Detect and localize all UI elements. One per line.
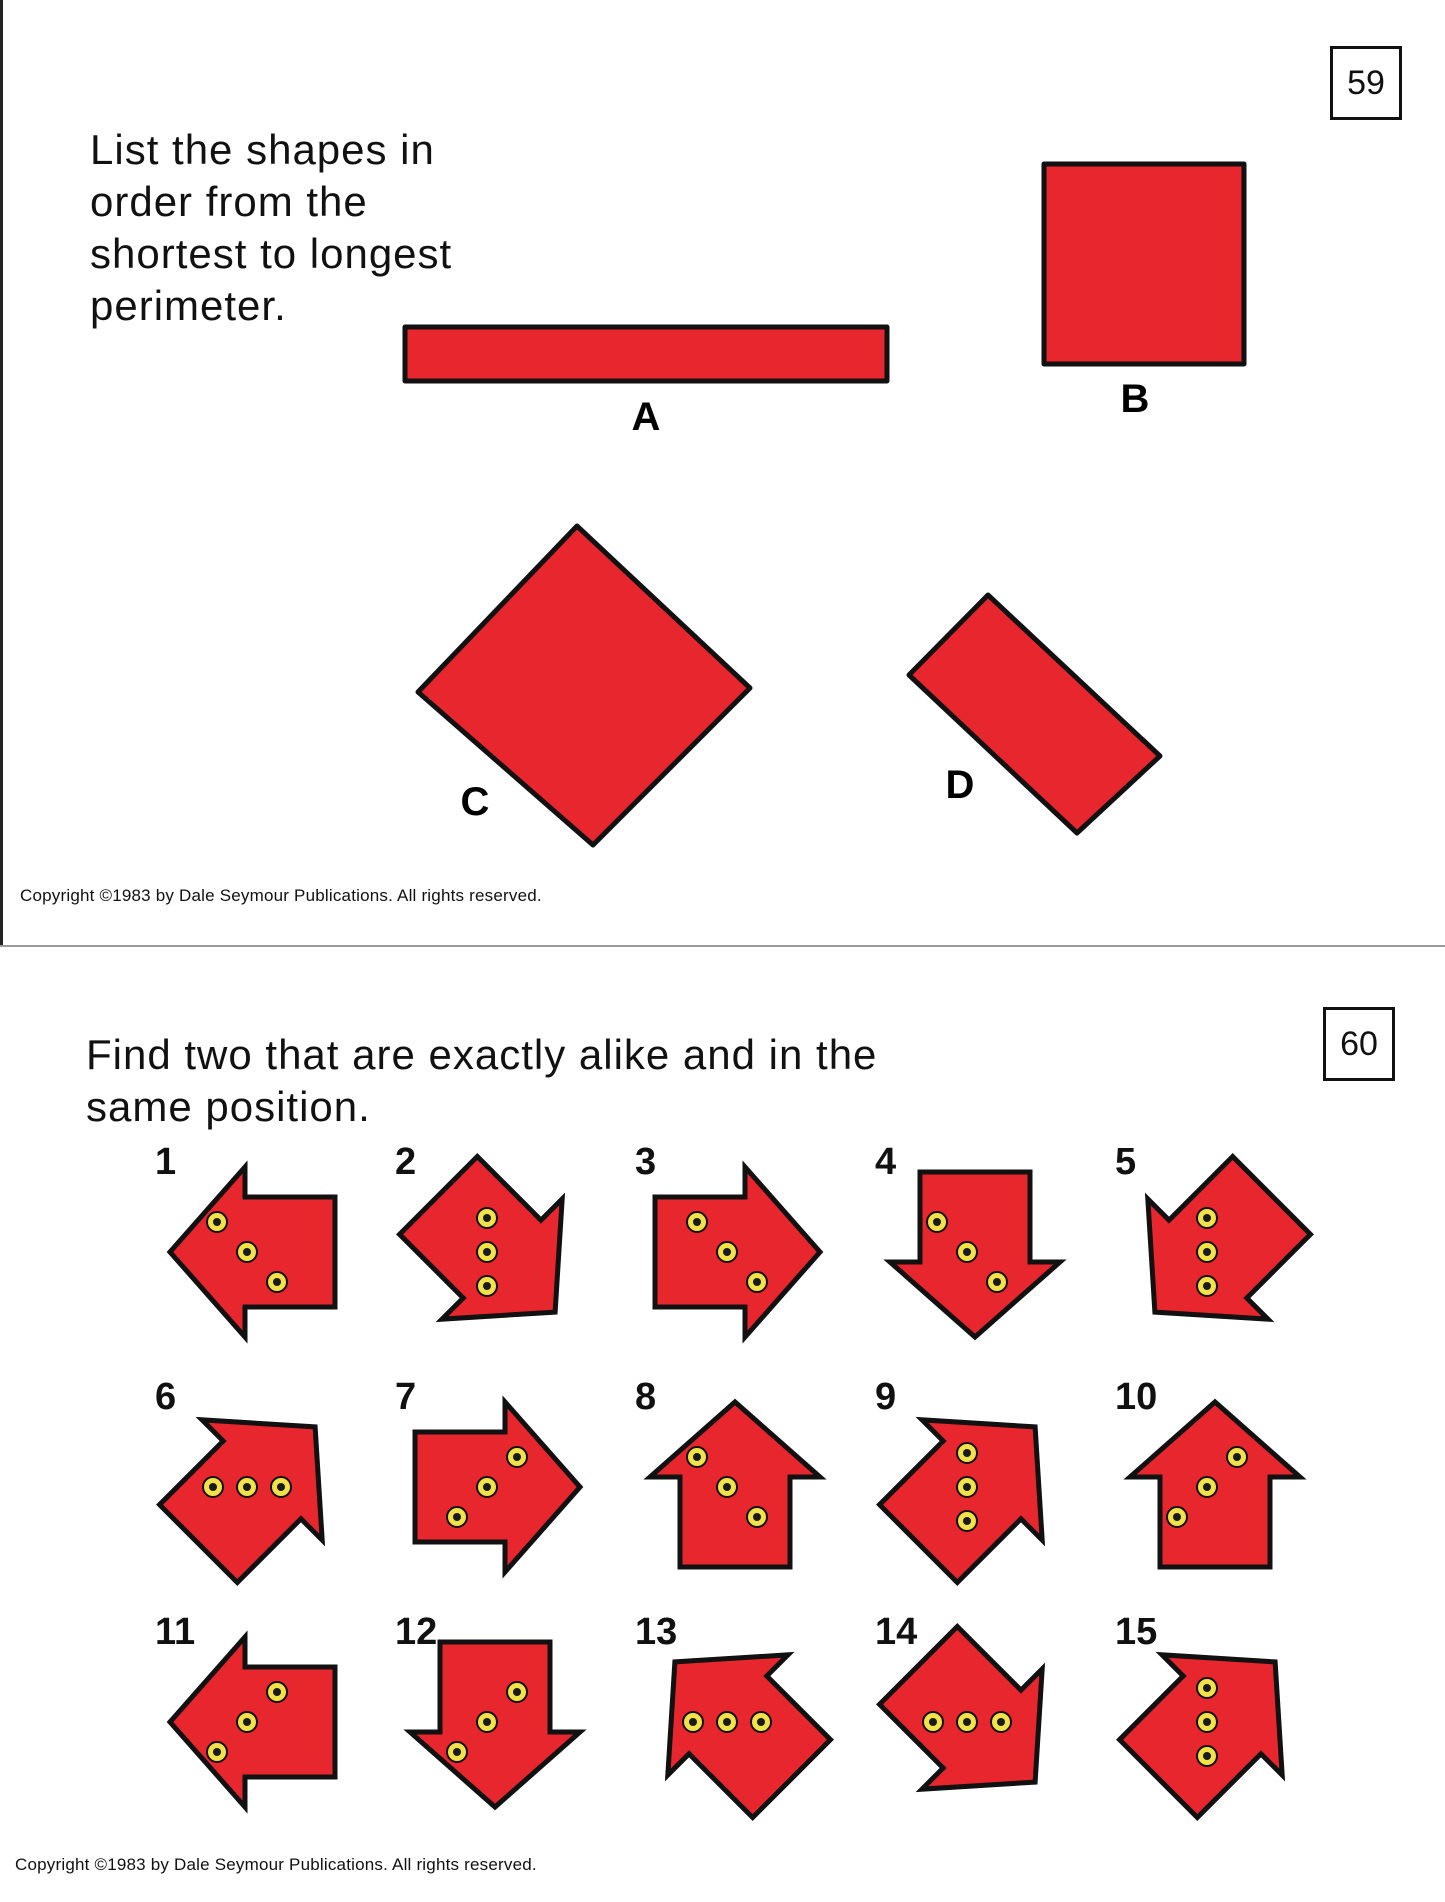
arrow-1: [155, 1141, 335, 1337]
arrow-2-dot-3-center: [483, 1282, 491, 1290]
arrow-13: [615, 1602, 852, 1839]
arrow-4-dot-2-center: [963, 1248, 971, 1256]
arrow-11-dot-1-center: [213, 1748, 221, 1756]
arrow-12-dot-2-center: [483, 1718, 491, 1726]
arrow-6-dot-3-center: [277, 1483, 285, 1491]
arrow-13-dot-3-center: [757, 1718, 765, 1726]
arrow-10-dot-3-center: [1233, 1453, 1241, 1461]
arrow-12-dot-1-center: [453, 1748, 461, 1756]
shape-c-label: C: [460, 780, 490, 824]
arrow-6-label: 6: [155, 1376, 177, 1418]
arrow-11-label: 11: [155, 1611, 196, 1653]
copyright-notice: Copyright ©1983 by Dale Seymour Publications. All rights reserved.: [20, 886, 542, 905]
arrow-2-dot-2-center: [483, 1248, 491, 1256]
arrow-3-dot-1-center: [693, 1218, 701, 1226]
arrow-4-dot-3-center: [993, 1278, 1001, 1286]
arrow-10-dot-2-center: [1203, 1483, 1211, 1491]
card-59: [0, 0, 1445, 945]
perimeter-shapes: [3, 0, 1445, 945]
arrow-4-dot-1-center: [933, 1218, 941, 1226]
arrow-4-label: 4: [875, 1141, 897, 1183]
arrow-3-label: 3: [635, 1141, 657, 1183]
arrow-7-dot-2-center: [483, 1483, 491, 1491]
arrow-14-dot-3-center: [997, 1718, 1005, 1726]
arrow-15-dot-3-center: [1203, 1752, 1211, 1760]
arrow-9-label: 9: [875, 1376, 897, 1418]
arrow-13-label: 13: [635, 1611, 678, 1653]
shape-d-label: D: [945, 763, 975, 807]
arrow-11: [155, 1611, 335, 1807]
arrow-1-dot-3-center: [273, 1278, 281, 1286]
arrow-3: [635, 1141, 820, 1337]
arrow-10-dot-1-center: [1173, 1513, 1181, 1521]
arrow-11-dot-2-center: [243, 1718, 251, 1726]
arrow-13-dot-1-center: [689, 1718, 697, 1726]
arrow-7-label: 7: [395, 1376, 417, 1418]
arrow-1-dot-2-center: [243, 1248, 251, 1256]
arrow-7-dot-1-center: [453, 1513, 461, 1521]
arrow-8-dot-3-center: [753, 1513, 761, 1521]
arrow-15-label: 15: [1115, 1611, 1158, 1653]
shape-a-long-rectangle: [405, 327, 887, 381]
card-number: 59: [1330, 46, 1402, 120]
arrow-8-dot-2-center: [723, 1483, 731, 1491]
arrow-grid: [0, 947, 1445, 1902]
arrow-8: [635, 1376, 820, 1567]
arrow-12-label: 12: [395, 1611, 438, 1653]
arrow-7-dot-3-center: [513, 1453, 521, 1461]
arrow-10: [1115, 1376, 1300, 1567]
copyright-notice: Copyright ©1983 by Dale Seymour Publications. All rights reserved.: [15, 1855, 537, 1874]
arrow-14-dot-1-center: [929, 1718, 937, 1726]
arrow-5: [1095, 1135, 1332, 1372]
arrow-1-dot-1-center: [213, 1218, 221, 1226]
arrow-6-dot-2-center: [243, 1483, 251, 1491]
arrow-4: [875, 1141, 1060, 1337]
arrow-1-label: 1: [155, 1141, 177, 1183]
card-60: [0, 945, 1445, 1902]
card-number: 60: [1323, 1007, 1395, 1081]
arrow-12-dot-3-center: [513, 1688, 521, 1696]
shape-b-square: [1044, 164, 1244, 364]
arrow-5-dot-2-center: [1203, 1248, 1211, 1256]
arrow-9-dot-3-center: [963, 1517, 971, 1525]
arrow-14: [858, 1605, 1095, 1842]
arrow-15-dot-2-center: [1203, 1718, 1211, 1726]
arrow-6-dot-1-center: [209, 1483, 217, 1491]
arrow-10-label: 10: [1115, 1376, 1158, 1418]
arrow-7: [395, 1376, 580, 1572]
arrow-9-dot-1-center: [963, 1449, 971, 1457]
arrow-5-label: 5: [1115, 1141, 1137, 1183]
arrow-8-dot-1-center: [693, 1453, 701, 1461]
arrow-2-dot-1-center: [483, 1214, 491, 1222]
arrow-12: [395, 1611, 580, 1807]
card-prompt: List the shapes in order from the shortest to longest perimeter.: [90, 126, 453, 329]
arrow-3-dot-3-center: [753, 1278, 761, 1286]
arrow-2: [378, 1135, 615, 1372]
arrow-11-dot-3-center: [273, 1688, 281, 1696]
arrow-9-dot-2-center: [963, 1483, 971, 1491]
arrow-9: [858, 1367, 1095, 1604]
card-prompt: Find two that are exactly alike and in the same position.: [86, 1031, 878, 1130]
arrow-8-label: 8: [635, 1376, 657, 1418]
arrow-6: [138, 1367, 375, 1604]
arrow-13-dot-2-center: [723, 1718, 731, 1726]
arrow-5-dot-1-center: [1203, 1214, 1211, 1222]
arrow-15: [1098, 1602, 1335, 1839]
arrow-3-dot-2-center: [723, 1248, 731, 1256]
arrow-2-label: 2: [395, 1141, 417, 1183]
arrow-15-dot-1-center: [1203, 1684, 1211, 1692]
arrow-14-label: 14: [875, 1611, 918, 1653]
arrow-5-dot-3-center: [1203, 1282, 1211, 1290]
shape-b-label: B: [1120, 377, 1150, 421]
arrow-14-dot-2-center: [963, 1718, 971, 1726]
shape-a-label: A: [631, 395, 661, 439]
